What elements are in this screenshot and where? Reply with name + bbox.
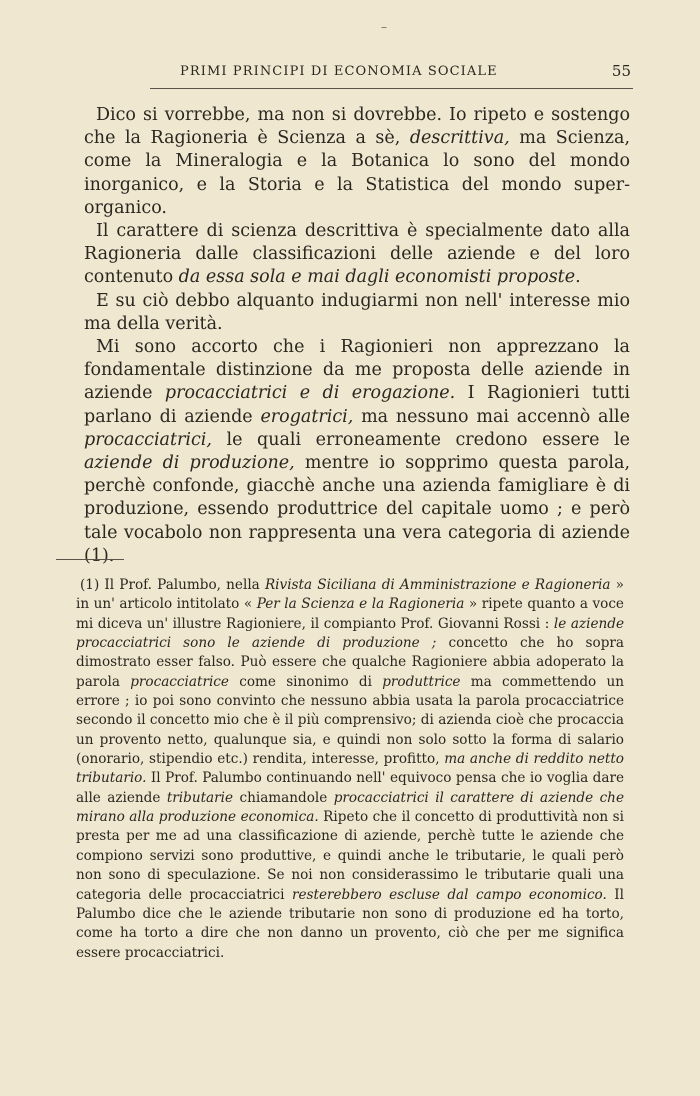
running-title: PRIMI PRINCIPI DI ECONOMIA SOCIALE xyxy=(180,64,498,79)
text-run: Ripeto che il concetto di produttività non si presta per me ad una classificazione di aziende, perchè tutte le aziende che compiono servizi sono produttive, e quindi anche le tributarie, le quali però non sono di speculazione. Se noi non considerassimo le tributarie quali una categoria delle procacciatrici xyxy=(76,809,624,903)
text-run: Il Prof. Palumbo continuando nell' equivoco pensa che io voglia dare alle aziende xyxy=(76,770,624,806)
footnote-divider xyxy=(56,559,124,560)
italic-run: Per la Scienza e la Ragioneria xyxy=(256,596,465,613)
text-run: le quali erroneamente credono essere le xyxy=(211,429,630,450)
footnote xyxy=(76,576,624,963)
body-text xyxy=(84,104,630,568)
paragraph-1 xyxy=(84,104,630,220)
italic-run: erogatrici, xyxy=(260,406,354,427)
italic-run: procacciatrici e di erogazione. xyxy=(164,383,456,404)
text-run: ma Scienza, come la Mineralogia e la Botanica lo sono del mondo inorganico, e la Storia e la Statistica del mondo super-organico. xyxy=(84,128,631,218)
page-number: 55 xyxy=(611,62,631,80)
page-header xyxy=(150,58,633,89)
text-run: come sinonimo di xyxy=(228,673,383,690)
italic-run: da essa sola e mai dagli economisti proposte. xyxy=(178,267,581,288)
text-run: mentre io sopprimo questa parola, perchè confonde, giacchè anche una azienda famigliare è di produzione, essendo produttrice del capitale uomo ; e però tale vocabolo non rappresenta una vera categoria di aziende (1). xyxy=(84,453,631,566)
text-run: I Ragionieri tutti parlano di aziende xyxy=(84,383,630,427)
text-run: ma nessuno mai accennò alle xyxy=(353,406,630,427)
italic-run: procacciatrici, xyxy=(84,429,212,450)
paragraph-4 xyxy=(84,336,630,568)
text-run: » ripete quanto a voce mi diceva un' illustre Ragioniere, il compianto Prof. Giovanni Rossi : xyxy=(76,596,624,632)
text-run: chiamandole xyxy=(233,789,334,806)
italic-run: descrittiva, xyxy=(409,128,510,149)
text-run: ma commettendo un errore ; io poi sono convinto che nessuno abbia usata la parola procacciatrice secondo il concetto mio che è il più comprensivo; di azienda cioè che procaccia un provento netto, qualunque sia, e quindi non solo sotto la forma di salario (onorario, stipendio etc.) rendita, interesse, profitto, xyxy=(76,673,624,768)
text-run: (1) Il Prof. Palumbo, nella xyxy=(80,577,265,593)
italic-run: resterebbero escluse dal campo economico. xyxy=(291,886,607,903)
italic-run: aziende di produzione, xyxy=(84,453,295,474)
footnote-1 xyxy=(76,576,624,963)
italic-run: ma anche di reddito netto tributario. xyxy=(76,751,624,787)
italic-run: Rivista Siciliana di Amministrazione e Ragioneria xyxy=(264,577,611,593)
text-run: Mi sono accorto che i Ragionieri non apprezzano la fondamentale distinzione da me proposta delle aziende in aziende xyxy=(84,337,630,404)
text-run: Il Palumbo dice che le aziende tributarie non sono di produzione ed ha torto, come ha torto a dire che non danno un provento, ciò che per me significa essere procacciatrici. xyxy=(76,886,625,961)
top-mark: – xyxy=(381,20,387,34)
text-run: Il carattere di scienza descrittiva è specialmente dato alla Ragioneria dalle classificazioni delle aziende e del loro contenuto xyxy=(84,221,630,288)
italic-run: produttrice xyxy=(382,673,461,690)
italic-run: procacciatrice xyxy=(130,673,229,690)
paragraph-3: E su ciò debbo alquanto indugiarmi non nell' interesse mio ma della verità. xyxy=(84,290,630,334)
text-run: concetto che ho sopra dimostrato esser falso. Può essere che qualche Ragioniere abbia adoperato la parola xyxy=(76,635,625,690)
text-run: » in un' articolo intitolato « xyxy=(76,577,624,613)
paragraph-2 xyxy=(84,220,630,290)
italic-run: procacciatrici il carattere di aziende che mirano alla produzione economica. xyxy=(76,789,624,826)
text-run: Dico si vorrebbe, ma non si dovrebbe. Io ripeto e sostengo che la Ragioneria è Scienza a sè, xyxy=(84,105,630,149)
italic-run: tributarie xyxy=(166,789,234,806)
italic-run: le aziende procacciatrici sono le aziende di produzione ; xyxy=(76,615,624,652)
